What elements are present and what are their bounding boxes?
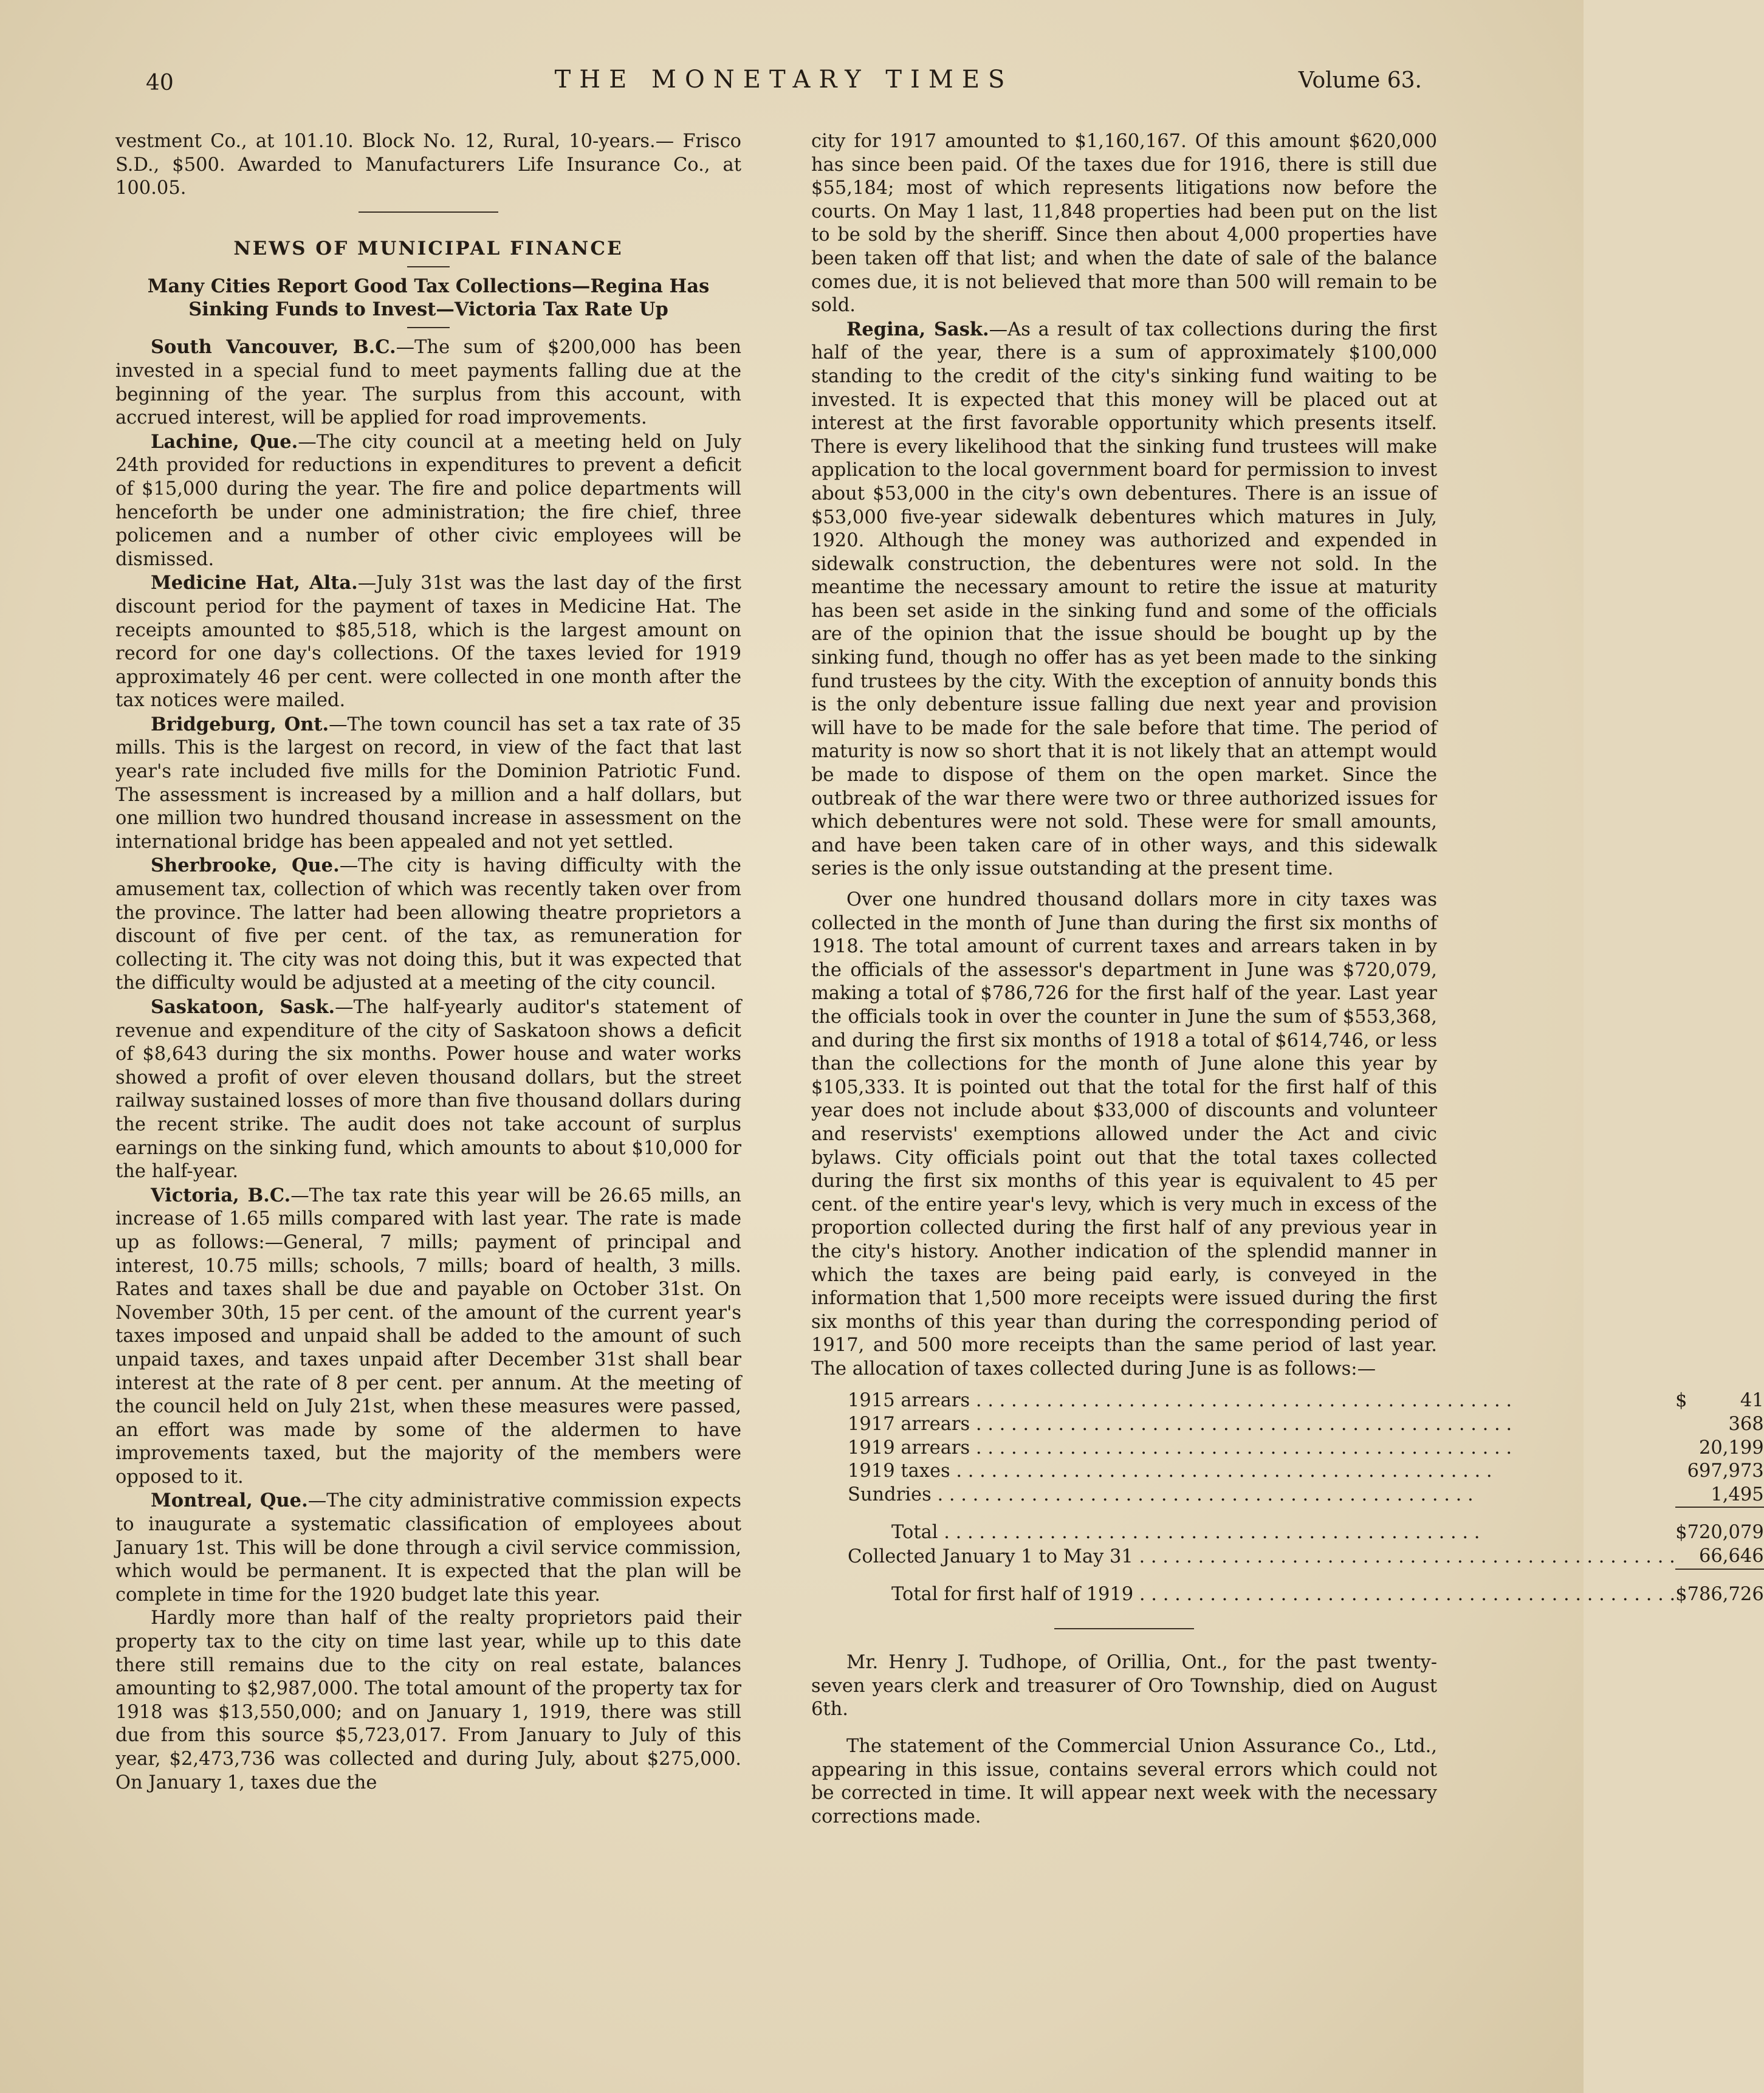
news-item	[115, 430, 741, 572]
row-label: 1919 arrears . . .	[848, 1437, 1675, 1460]
item-text: —The half-yearly auditor's statement of revenue and expenditure of the city of Saskatoon shows a deficit of $8,643 during the six months. Power house and water works showed a profit of over eleven thousand dollars, but the street railway sustained losses of more than five thousand dollars during the recent strike. The audit does not take account of surplus earnings on the sinking fund, which amounts to about $10,000 for the half-year.	[115, 997, 741, 1183]
divider	[1054, 1628, 1194, 1629]
row-amount: 1,495	[1711, 1483, 1764, 1505]
right-column	[811, 130, 1764, 1829]
notice-paragraph: The statement of the Commercial Union Assurance Co., Ltd., appearing in this issue, contains several errors which could not be corrected in time. It will appear next week with the necessary corrections made.	[811, 1736, 1437, 1827]
total-label: Total . . .	[848, 1521, 1675, 1545]
news-item	[115, 1184, 741, 1490]
news-item	[115, 571, 741, 713]
place-name: Montreal, Que.	[151, 1490, 308, 1512]
row-amount: 20,199	[1698, 1437, 1764, 1459]
total-row	[848, 1521, 1764, 1545]
place-name: Medicine Hat, Alta.	[151, 572, 358, 594]
half-year-row	[848, 1583, 1764, 1607]
subheadline: Many Cities Report Good Tax Collections—Regina Has Sinking Funds to Invest—Victoria Tax Rate Up	[147, 275, 710, 321]
montreal-continuation: city for 1917 amounted to $1,160,167. Of this amount $620,000 has since been paid. Of the taxes due for 1916, there is still due $55,184; most of which represents litigations now before the courts. On May 1 last, 11,848 properties had been put on the list to be sold by the sheriff. Since then about 4,000 properties have been taken off that list; and when the date of sale of the balance comes due, it is not believed that more than 500 will remain to be sold.	[811, 131, 1437, 317]
place-name: Victoria, B.C.	[151, 1184, 291, 1206]
row-label: 1915 arrears . . .	[848, 1389, 1675, 1413]
item-text: —The city council at a meeting held on July 24th provided for reductions in expenditures to prevent a deficit of $15,000 during the year. The fire and police departments will henceforth be under one administration; the fire chief, three policemen and a number of other civic employees will be dismissed.	[115, 431, 742, 570]
news-item	[115, 1607, 741, 1795]
news-item	[115, 854, 741, 995]
row-label: 1919 taxes . . .	[848, 1460, 1675, 1483]
half-year-label: Total for first half of 1919 . . .	[848, 1583, 1675, 1607]
news-item	[811, 318, 1437, 881]
row-amount: 697,973	[1687, 1460, 1764, 1482]
volume-label: Volume 63.	[1298, 68, 1422, 93]
table-row	[848, 1389, 1764, 1413]
tax-allocation-table	[848, 1389, 1764, 1606]
item-text: —The city administrative commission expects to inaugurate a systematic classification of employees about January 1st. This will be done through a civil service commission, which would be permanent. It is expected that the plan will be complete in time for the 1920 budget late this year.	[115, 1490, 741, 1606]
item-text: Hardly more than half of the realty proprietors paid their property tax to the city on time last year, while up to this date there still remains due to the city on real estate, balances amounting to $2,987,000. The total amount of the property tax for 1918 was $13,550,000; and on January 1, 1919, there was still due from this source $5,723,017. From January to July of this year, $2,473,736 was collected and during July, about $275,000. On January 1, taxes due the	[115, 1607, 741, 1793]
collected-row	[848, 1545, 1764, 1569]
journal-title: THE MONETARY TIMES	[554, 66, 1014, 94]
half-year-amount: $786,726	[1675, 1583, 1764, 1605]
place-name: Regina, Sask.	[846, 318, 989, 340]
table-row	[848, 1460, 1764, 1483]
collected-amount: 66,646	[1698, 1545, 1764, 1567]
place-name: Lachine, Que.	[151, 430, 298, 453]
row-amount: 368	[1728, 1414, 1764, 1435]
page-number: 40	[146, 70, 174, 95]
divider	[407, 266, 450, 267]
item-text: —The city is having difficulty with the amusement tax, collection of which was recently taken over from the province. The latter had been allowing theatre proprietors a discount of five per cent. of the tax, as remuneration for collecting it. The city was not doing this, but it was expected that the difficulty would be adjusted at a meeting of the city council.	[115, 855, 741, 994]
currency-sign: $	[1675, 1390, 1687, 1412]
page-header	[146, 66, 1422, 102]
item-text: —The tax rate this year will be 26.65 mills, an increase of 1.65 mills compared with last year. The rate is made up as follows:—General, 7 mills; payment of principal and interest, 10.75 mills; schools, 7 mills; board of health, 3 mills. Rates and taxes shall be due and payable on October 31st. On November 30th, 15 per cent. of the amount of the current year's taxes imposed and unpaid shall be added to the amount of such unpaid taxes, and taxes unpaid after December 31st shall bear interest at the rate of 8 per cent. per annum. At the meeting of the council held on July 21st, when these measures were passed, an effort was made by some of the aldermen to have improvements taxed, but the majority of the members were opposed to it.	[115, 1184, 741, 1488]
news-item	[115, 1489, 741, 1607]
news-paragraph: Over one hundred thousand dollars more in city taxes was collected in the month of June than during the first six months of 1918. The total amount of current taxes and arrears taken in by the officials of the assessor's department in June was $720,079, making a total of $786,726 for the first half of the year. Last year the officials took in over the counter in June the sum of $553,368, and during the first six months of 1918 a total of $614,746, or less than the collections for the month of June alone this year by $105,333. It is pointed out that the total for the first half of this year does not include about $33,000 of discounts and volunteer and reservists' exemptions allowed under the Act and civic bylaws. City officials point out that the total taxes collected during the first six months of this year is equivalent to 45 per cent. of the entire year's levy, which is very much in excess of the proportion collected during the first half of any previous year in the city's history. Another indication of the splendid manner in which the taxes are being paid early, is conveyed in the information that 1,500 more receipts were issued during the first six months of this year than during the corresponding period of 1917, and 500 more receipts than the same period of last year. The allocation of taxes collected during June is as follows:—	[811, 889, 1437, 1380]
table-row	[848, 1413, 1764, 1437]
total-amount: $720,079	[1675, 1522, 1764, 1544]
intro-paragraph: vestment Co., at 101.10. Block No. 12, Rural, 10-years.— Frisco S.D., $500. Awarded to Manufacturers Life Insurance Co., at 100.05.	[115, 131, 741, 199]
news-item	[115, 335, 741, 430]
place-name: Saskatoon, Sask.	[151, 996, 335, 1018]
collected-label: Collected January 1 to May 31 . . .	[848, 1545, 1675, 1569]
divider	[407, 327, 450, 328]
place-name: South Vancouver, B.C.	[151, 336, 396, 359]
news-item	[115, 713, 741, 854]
section-title: NEWS OF MUNICIPAL FINANCE	[233, 237, 623, 259]
item-text: —July 31st was the last day of the first discount period for the payment of taxes in Medicine Hat. The receipts amounted to $85,518, which is the largest amount on record for one day's collections. Of the taxes levied for 1919 approximately 46 per cent. were collected in one month after the tax notices were mailed.	[115, 572, 741, 712]
news-item	[115, 995, 741, 1184]
item-text: —The town council has set a tax rate of 35 mills. This is the largest on record, in view of the fact that last year's rate included five mills for the Dominion Patriotic Fund. The assessment is increased by a million and a half dollars, but one million two hundred thousand increase in assessment on the international bridge has been appealed and not yet settled.	[115, 713, 741, 853]
item-text: —The sum of $200,000 has been invested in a special fund to meet payments falling due at the beginning of the year. The surplus from this account, with accrued interest, will be applied for road improvements.	[115, 337, 741, 429]
obituary-paragraph: Mr. Henry J. Tudhope, of Orillia, Ont., for the past twenty-seven years clerk and treasurer of Oro Township, died on August 6th.	[811, 1652, 1437, 1720]
place-name: Sherbrooke, Que.	[151, 854, 340, 877]
left-column	[115, 130, 741, 1795]
table-row	[848, 1437, 1764, 1460]
row-label: Sundries . . .	[848, 1483, 1675, 1508]
item-text: —As a result of tax collections during the first half of the year, there is a sum of approximately $100,000 standing to the credit of the city's sinking fund waiting to be invested. It is expected that this money will be placed out at interest at the first favorable opportunity which presents itself. There is every likelihood that the sinking fund trustees will make application to the local government board for permission to invest about $53,000 in the city's own debentures. There is an issue of $53,000 five-year sidewalk debentures which matures in July, 1920. Although the money was authorized and expended in sidewalk construction, the debentures were not sold. In the meantime the necessary amount to retire the issue at maturity has been set aside in the sinking fund and some of the officials are of the opinion that the issue should be bought up by the sinking fund, though no offer has as yet been made to the sinking fund trustees by the city. With the exception of annuity bonds this is the only debenture issue falling due next year and provision will have to be made for the sale before that time. The period of maturity is now so short that it is not likely that an attempt would be made to dispose of them on the open market. Since the outbreak of the war there were two or three authorized issues for which debentures were not sold. These were for small amounts, and have been taken care of in other ways, and this sidewalk series is the only issue outstanding at the present time.	[811, 318, 1437, 880]
row-amount: 41	[1740, 1390, 1764, 1412]
table-row	[848, 1483, 1764, 1508]
row-label: 1917 arrears . . .	[848, 1413, 1675, 1437]
divider	[359, 211, 498, 213]
place-name: Bridgeburg, Ont.	[151, 713, 329, 735]
